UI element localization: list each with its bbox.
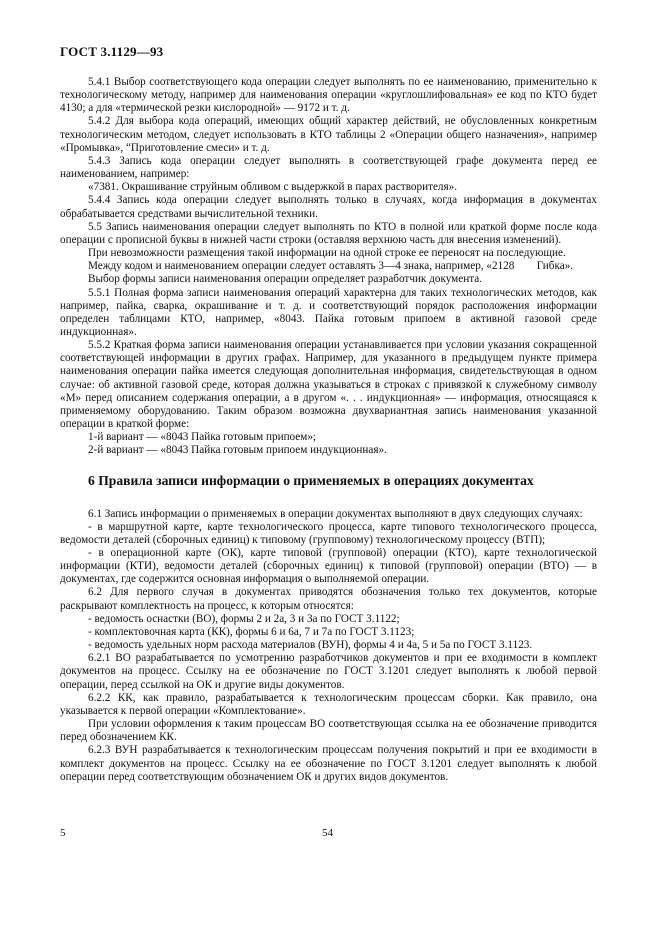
paragraph-spacing: Между кодом и наименованием операции следует оставлять 3—4 знака, например, «2128 Гибка». [88, 260, 574, 273]
list-item-vo: - ведомость оснастки (ВО), формы 2 и 2а, 3 и 3а по ГОСТ 3.1122; [88, 612, 400, 625]
paragraph-5-5-1: 5.5.1 Полная форма записи наименования операций характерна для таких технологических методов, как например, пайка, сварка, окрашивание и т. д. и соответствующий порядок расположения информации определен таблицами КТО, например, «8043. Пайка готовым припоем в активной газовой среде индукционная». [60, 286, 597, 338]
variant-1: 1-й вариант — «8043 Пайка готовым припоем»; [88, 431, 317, 444]
paragraph-form-choice: Выбор формы записи наименования операции определяет разработчик документа. [88, 273, 482, 286]
paragraph-5-5: 5.5 Запись наименования операции следует выполнять по КТО в полной или краткой форме после кода операции с прописной буквы в нижней части строки (оставляя верхнюю часть для внесения изменений). [60, 220, 597, 246]
standard-header: ГОСТ 3.1129—93 [60, 44, 164, 59]
section-number: 5 [60, 827, 66, 839]
paragraph-line-wrap: При невозможности размещения такой информации на одной строке ее переносят на последующие. [88, 247, 566, 260]
paragraph-6-1: 6.1 Запись информации о применяемых в операции документах выполняют в двух следующих случаях: [88, 507, 583, 520]
list-item-operation-card: - в операционной карте (ОК), карте типовой (групповой) операции (КТО), карте технологической информации (КТИ), ведомости деталей (сборочных единиц) к типовой (групповой) операции (ВТО) — в документах, где содержится основная информация о выполняемой операции. [60, 547, 597, 586]
list-item-route-card: - в маршрутной карте, карте технологического процесса, карте типового технологического процесса, ведомости деталей (сборочных единиц) к типовому (групповому) технологическому процессу (ВТП); [60, 520, 597, 546]
paragraph-5-4-3: 5.4.3 Запись кода операции следует выполнять в соответствующей графе документа перед ее наименованием, например: [60, 154, 597, 181]
example-7381: «7381. Окрашивание струйным обливом с выдержкой в парах растворителя». [88, 181, 458, 194]
paragraph-6-2-2: 6.2.2 КК, как правило, разрабатывается к технологическим процессам сборки. Как правило, она указывается к первой операции «Комплектование». [60, 691, 597, 717]
paragraph-6-2: 6.2 Для первого случая в документах приводятся обозначения только тех документов, которые раскрывают комплектность на процесс, к которым относятся: [60, 586, 597, 612]
variant-2: 2-й вариант — «8043 Пайка готовым припоем индукционная». [88, 444, 387, 457]
list-item-kk: - комплектовочная карта (КК), формы 6 и 6а, 7 и 7а по ГОСТ 3.1123; [88, 625, 415, 638]
body-text [60, 76, 597, 784]
paragraph-6-2-1: 6.2.1 ВО разрабатывается по усмотрению разработчиков документов и при ее входимости в комплект документов на процесс. Ссылку на ее обозначение по ГОСТ 3.1201 следует выполнять к любой первой операции, перед ссылкой на ОК и другие виды документов. [60, 652, 597, 691]
page-number: 54 [322, 827, 333, 839]
paragraph-5-5-2: 5.5.2 Краткая форма записи наименования операции устанавливается при условии указания сокращенной соответствующей информации в других графах. Например, для указанного в предыдущем пункте примера наименования операции пайка имеется следующая дополнительная информация, свидетельствующая в одном случае: об активной газовой среде, которая должна указываться в строках с привязкой к служебному символу «М» перед описанием содержания операции, а в другом «. . . индукционная» — информация, относящаяся к применяемому оборудованию. Таким образом возможна двухвариантная запись наименования указанной операции в краткой форме: [60, 339, 597, 431]
paragraph-5-4-1: 5.4.1 Выбор соответствующего кода операции следует выполнять по ее наименованию, применительно к технологическому методу, например для наименования операции «круглошлифовальная» ее код по КТО будет 4130; а для «термической резки кислородной» — 9172 и т. д. [60, 76, 597, 115]
paragraph-vo-reference: При условии оформления к таким процессам ВО соответствующая ссылка на ее обозначение приводится перед обозначением КК. [60, 718, 597, 744]
list-item-vun: - ведомость удельных норм расхода материалов (ВУН), формы 4 и 4а, 5 и 5а по ГОСТ 3.1123. [88, 639, 533, 652]
section-6-heading: 6 Правила записи информации о применяемых в операциях документах [88, 472, 534, 488]
paragraph-5-4-2: 5.4.2 Для выбора кода операций, имеющих общий характер действий, не обусловленных конкретным технологическим методом, следует использовать в КТО таблицы 2 «Операции общего назначения», например «Промывка», “Приготовление смеси» и т. д. [60, 115, 597, 154]
paragraph-5-4-4: 5.4.4 Запись кода операции следует выполнять только в случаях, когда информация в документах обрабатывается средствами вычислительной техники. [60, 194, 597, 220]
paragraph-6-2-3: 6.2.3 ВУН разрабатывается к технологическим процессам получения покрытий и при ее входимости в комплект документов на процесс. Ссылку на ее обозначение по ГОСТ 3.1201 следует выполнять к любой операции перед соответствующим обозначением ОК и других видов документов. [60, 744, 597, 783]
